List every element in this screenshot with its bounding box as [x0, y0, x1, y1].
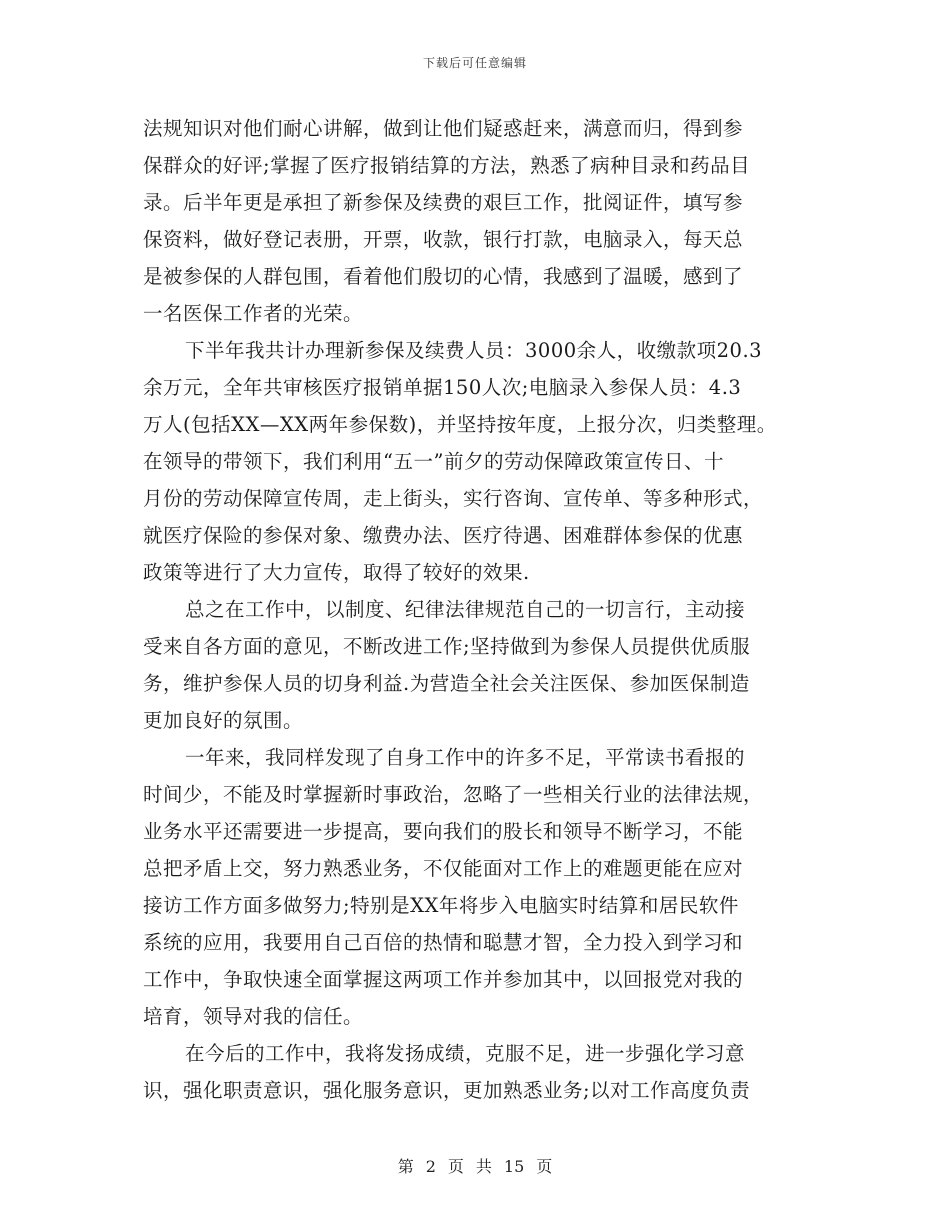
total-pages-number: 15 [503, 1157, 525, 1176]
page-header: 下载后可任意编辑 [422, 56, 527, 70]
text-line-23: 系统的应用，我要用自己百倍的热情和聪慧才智，全力投入到学习和 [143, 931, 744, 954]
footer-total-label: 共 [475, 1157, 492, 1176]
text-line-8: 余万元，全年共审核医疗报销单据150人次;电脑录入参保人员：4.3 [143, 376, 742, 399]
current-page-number: 2 [425, 1157, 436, 1176]
text-line-25: 培育，领导对我的信任。 [143, 1005, 364, 1028]
text-line-5: 是被参保的人群包围，看着他们殷切的心情，我感到了温暖，感到了 [143, 265, 744, 288]
text-line-2: 保群众的好评;掌握了医疗报销结算的方法，熟悉了病种目录和药品目 [143, 154, 751, 177]
text-line-4: 保资料，做好登记表册，开票，收款，银行打款，电脑录入，每天总 [143, 228, 744, 251]
text-line-18: 一年来，我同样发现了自身工作中的许多不足，平常读书看报的 [185, 746, 746, 769]
text-line-1: 法规知识对他们耐心讲解，做到让他们疑惑赶来，满意而归，得到参 [143, 117, 744, 140]
text-line-17: 更加良好的氛围。 [143, 709, 304, 732]
text-line-19: 时间少，不能及时掌握新时事政治，忽略了一些相关行业的法律法规， [143, 783, 764, 806]
text-line-10: 在领导的带领下，我们利用“五一”前夕的劳动保障政策宣传日、十 [143, 450, 724, 473]
text-line-24: 工作中，争取快速全面掌握这两项工作并参加其中，以回报党对我的 [143, 968, 744, 991]
page-footer [0, 1154, 950, 1177]
text-line-11: 月份的劳动保障宣传周，走上街头，实行咨询、宣传单、等多种形式， [143, 487, 764, 510]
footer-prefix: 第 [397, 1157, 414, 1176]
text-line-16: 务，维护参保人员的切身利益.为营造全社会关注医保、参加医保制造 [143, 672, 750, 695]
text-line-15: 受来自各方面的意见，不断改进工作;坚持做到为参保人员提供优质服 [143, 635, 751, 658]
text-line-27: 识，强化职责意识，强化服务意识，更加熟悉业务;以对工作高度负责 [143, 1079, 751, 1102]
footer-suffix: 页 [536, 1157, 553, 1176]
text-line-20: 业务水平还需要进一步提高，要向我们的股长和领导不断学习，不能 [143, 820, 744, 843]
text-line-9: 万人(包括XX—XX两年参保数)，并坚持按年度，上报分次，归类整理。 [143, 413, 777, 436]
text-line-26: 在今后的工作中，我将发扬成绩，克服不足，进一步强化学习意 [185, 1042, 746, 1065]
text-line-13: 政策等进行了大力宣传，取得了较好的效果. [143, 561, 530, 584]
text-line-21: 总把矛盾上交，努力熟悉业务，不仅能面对工作上的难题更能在应对 [143, 857, 744, 880]
text-line-3: 录。后半年更是承担了新参保及续费的艰巨工作，批阅证件，填写参 [143, 191, 744, 214]
text-line-6: 一名医保工作者的光荣。 [143, 302, 364, 325]
document-body [143, 110, 823, 1109]
text-line-22: 接访工作方面多做努力;特别是XX年将步入电脑实时结算和居民软件 [143, 894, 739, 917]
text-line-12: 就医疗保险的参保对象、缴费办法、医疗待遇、困难群体参保的优惠 [143, 524, 744, 547]
text-line-14: 总之在工作中，以制度、纪律法律规范自己的一切言行，主动接 [185, 598, 746, 621]
text-line-7: 下半年我共计办理新参保及续费人员：3000余人，收缴款项20.3 [185, 339, 763, 362]
footer-page-label: 页 [447, 1157, 464, 1176]
